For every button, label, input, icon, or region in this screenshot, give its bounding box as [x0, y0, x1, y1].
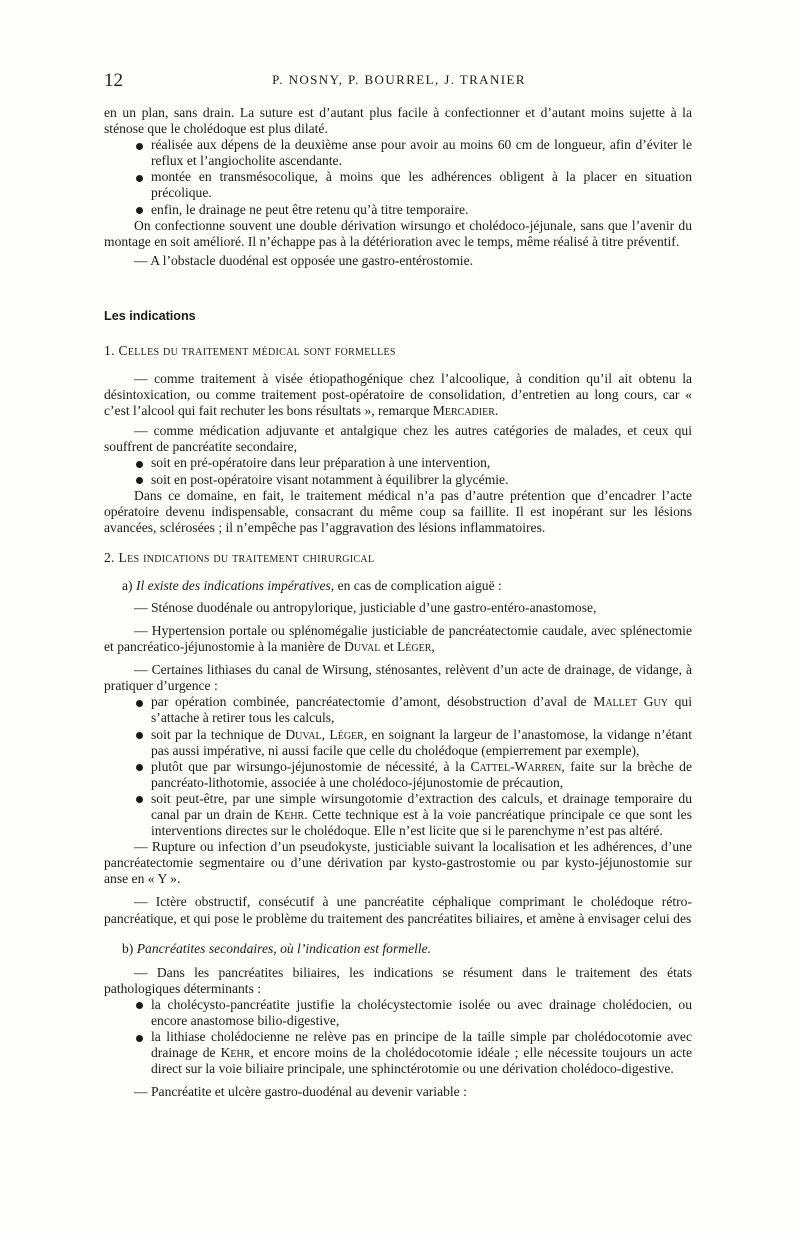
paragraph: — comme médication adjuvante et antalgique chez les autres catégories de malades, et ceux qui souffrent de pancréatite secondaire, [104, 423, 692, 455]
section-title: Les indications [104, 308, 196, 323]
page-header [104, 70, 694, 94]
bullet-item: soit en post-opératoire visant notamment à équilibrer la glycémie. [151, 471, 509, 487]
paragraph: — Certaines lithiases du canal de Wirsung, sténosantes, relèvent d’un acte de drainage, de vidange, à pratiquer d’urgence : [104, 662, 692, 694]
bullet-item: soit par la technique de Duval, Léger, en soignant la largeur de l’anastomose, la vidange n’étant pas aussi impérative, ni aussi facile que celle du cholédoque (empierrement par exemple), [151, 726, 693, 758]
bullet-item: plutôt que par wirsungo-jéjunostomie de nécessité, à la Cattel-Warren, faite sur la brèche de pancréato-lithotomie, associée à une cholédoco-jéjunostomie de précaution, [151, 758, 692, 790]
paragraph: — Sténose duodénale ou antropylorique, justiciable d’une gastro-entéro-anastomose, [134, 599, 597, 615]
bullet-item: par opération combinée, pancréatectomie d’amont, désobstruction d’aval de Mallet Guy qui s’attache à retirer tous les calculs, [151, 694, 692, 726]
paragraph: — A l’obstacle duodénal est opposée une gastro-entérostomie. [134, 252, 474, 268]
subsection-a: a) Il existe des indications impératives, en cas de complication aiguë : [122, 577, 502, 593]
paragraph: en un plan, sans drain. La suture est d’autant plus facile à confectionner et d’autant moins sujette à la sténose que le cholédoque est plus dilaté. [104, 105, 692, 137]
running-head: P. NOSNY, P. BOURREL, J. TRANIER [272, 72, 526, 87]
bullet-item: réalisée aux dépens de la deuxième anse pour avoir au moins 60 cm de longueur, afin d’éviter le reflux et l’angiocholite ascendante. [151, 137, 692, 169]
paragraph: — Rupture ou infection d’un pseudokyste, justiciable suivant la localisation et les adhérences, d’une pancréatectomie segmentaire ou d’une dérivation par kysto-gastrostomie ou par kysto-jéjunostomie sur anse en « Y ». [104, 839, 692, 887]
page-number: 12 [104, 70, 123, 91]
paragraph: Dans ce domaine, en fait, le traitement médical n’a pas d’autre prétention que d’encadrer l’acte opératoire devenu indispensable, consacrant du même coup sa faillite. Il est inopérant sur les lésions avancées, sclérosées ; il n’empêche pas l’aggravation des lésions inflammatoires. [104, 487, 692, 535]
paragraph: — Dans les pancréatites biliaires, les indications se résument dans le traitement des états pathologiques déterminants : [104, 964, 692, 996]
paragraph: — Pancréatite et ulcère gastro-duodénal au devenir variable : [134, 1084, 467, 1100]
subsection-b: b) Pancréatites secondaires, où l’indication est formelle. [122, 940, 432, 956]
bullet-item: la cholécysto-pancréatite justifie la cholécystectomie isolée ou avec drainage cholédocien, ou encore anastomose bilio-digestive, [151, 996, 692, 1028]
bullet-item: montée en transmésocolique, à moins que les adhérences obligent à la placer en situation précolique. [151, 169, 692, 201]
bullet-item: la lithiase cholédocienne ne relève pas en principe de la taille simple par cholédocotomie avec drainage de Kehr, et encore moins de la cholédocotomie idéale ; elle nécessite toujours un acte direct sur la voie biliaire principale, une sphinctérotomie ou une dérivation cholédoco-digestive. [151, 1029, 692, 1077]
paragraph: On confectionne souvent une double dérivation wirsungo et cholédoco-jéjunale, sans que l’avenir du montage en soit amélioré. Il n’échappe pas à la détérioration avec le temps, même réalisé à titre préventif. [104, 217, 692, 249]
subheading-2: 2. Les indications du traitement chirurgical [104, 549, 375, 565]
bullet-item: enfin, le drainage ne peut être retenu qu’à titre temporaire. [151, 201, 469, 217]
paragraph: — Ictère obstructif, consécutif à une pancréatite céphalique comprimant le cholédoque rétro-pancréatique, et qui pose le problème du traitement des pancréatites biliaires, et amène à envisager celui des [104, 894, 692, 926]
paragraph: — comme traitement à visée étiopathogénique chez l’alcoolique, à condition qu’il ait obtenu la désintoxication, ou comme traitement post-opératoire de consolidation, d’entretien au long cours, car « c’est l’alcool qui fait rechuter les bons résultats », remarque Mercadier. [104, 370, 692, 419]
bullet-item: soit en pré-opératoire dans leur préparation à une intervention, [151, 455, 491, 471]
subheading-1: 1. Celles du traitement médical sont formelles [104, 342, 396, 358]
bullet-item: soit peut-être, par une simple wirsungotomie d’extraction des calculs, et drainage temporaire du canal par un drain de Kehr. Cette technique est à la voie pancréatique principale ce que sont les interventions directes sur le cholédoque. Elle n’est licite que si le parenchyme n’est pas altéré. [151, 790, 692, 839]
page-body [104, 105, 692, 1100]
paragraph: — Hypertension portale ou splénomégalie justiciable de pancréatectomie caudale, avec splénectomie et pancréatico-jéjunostomie à la manière de Duval et Léger, [104, 622, 692, 655]
